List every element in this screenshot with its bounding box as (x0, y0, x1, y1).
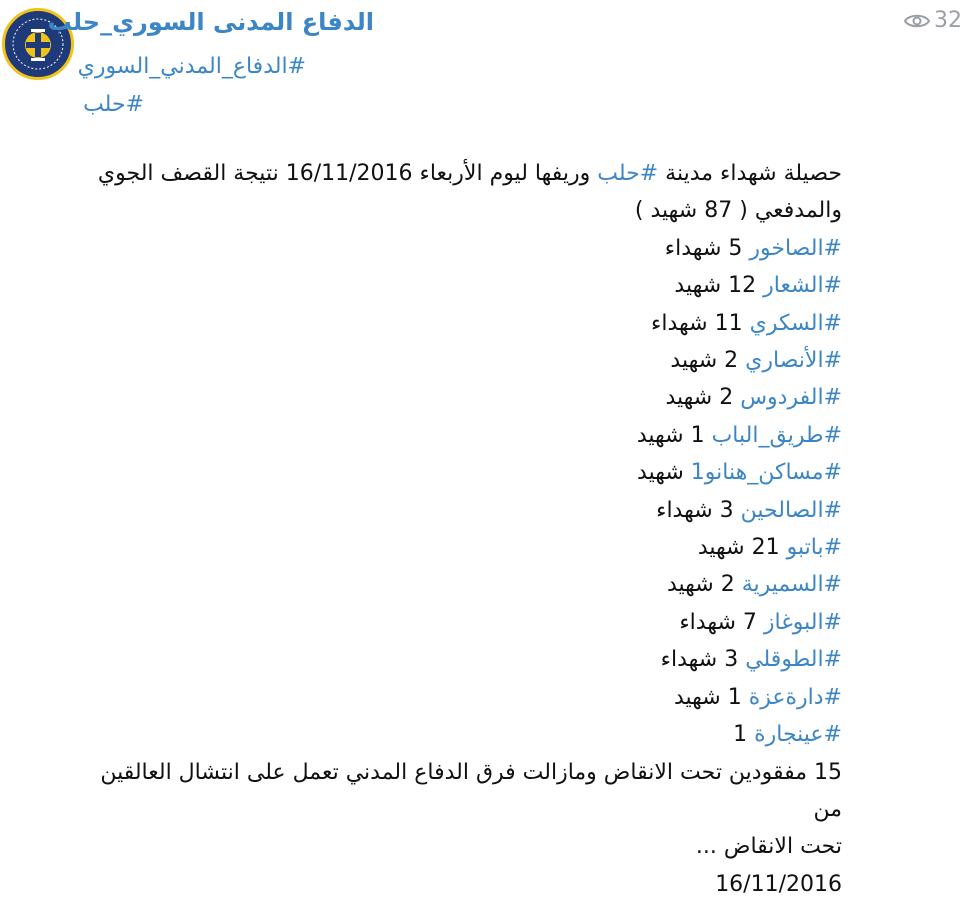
hashtag-civil-defense[interactable]: #الدفاع_المدني_السوري (77, 54, 306, 79)
list-item: #الطوقلي 3 شهداء (660, 647, 842, 673)
closing-line-1: 15 مفقودين تحت الانقاض ومازالت فرق الدفاع المدني تعمل على انتشال العالقين من (100, 759, 842, 822)
intro-line-2: والمدفعي ( 87 شهيد ) (634, 198, 842, 224)
eye-icon (904, 12, 930, 30)
post-body (82, 155, 842, 903)
hashtag-neighborhood[interactable]: #السكري (749, 310, 842, 336)
hashtag-neighborhood[interactable]: #الطوقلي (745, 647, 842, 673)
closing-line-2: تحت الانقاض ... (695, 834, 842, 860)
list-item: #الفردوس 2 شهيد (665, 385, 842, 411)
hashtag-neighborhood[interactable]: #السميرية (741, 572, 842, 598)
hashtag-aleppo-inline[interactable]: #حلب (597, 161, 659, 186)
post-date: 16/11/2016 (715, 871, 842, 897)
intro-line-1: حصيلة شهداء مدينة #حلب وريفها ليوم الأربعاء 16/11/2016 نتيجة القصف الجوي (97, 161, 842, 186)
list-item: #البوغاز 7 شهداء (679, 609, 842, 635)
hashtag-neighborhood[interactable]: #طريق_الباب (711, 422, 842, 448)
list-item: #مساكن_هنانو1 شهيد (637, 460, 842, 486)
list-item: #باتبو 21 شهيد (697, 535, 842, 561)
list-item: #الشعار 12 شهيد (674, 273, 842, 299)
list-item: #الصاخور 5 شهداء (664, 235, 842, 261)
hashtag-neighborhood[interactable]: #الشعار (763, 273, 842, 299)
view-count-value: 32 (934, 8, 962, 33)
hashtag-neighborhood[interactable]: #دارةعزة (748, 684, 842, 710)
list-item: #دارةعزة 1 شهيد (673, 684, 842, 710)
view-count (904, 8, 962, 33)
hashtag-aleppo[interactable]: #حلب (83, 92, 144, 117)
hashtag-neighborhood[interactable]: #الفردوس (740, 385, 842, 411)
list-item: #طريق_الباب 1 شهيد (636, 422, 842, 448)
hashtag-neighborhood[interactable]: #باتبو (786, 535, 842, 561)
list-item: #الصالحين 3 شهداء (656, 497, 842, 523)
list-item: #الأنصاري 2 شهيد (670, 348, 842, 374)
hashtag-neighborhood[interactable]: #عينجارة (754, 722, 842, 748)
hashtag-neighborhood[interactable]: #الصاخور (749, 235, 842, 261)
list-item: #عينجارة 1 (733, 722, 842, 748)
hashtag-neighborhood[interactable]: #البوغاز (763, 609, 842, 635)
list-item: #السميرية 2 شهيد (666, 572, 842, 598)
hashtag-neighborhood[interactable]: #الأنصاري (745, 348, 842, 374)
channel-title[interactable]: الدفاع المدنى السوري_حلب (47, 8, 374, 36)
list-item: #السكري 11 شهداء (651, 310, 842, 336)
hashtag-neighborhood[interactable]: #الصالحين (740, 497, 842, 523)
hashtag-neighborhood[interactable]: #مساكن_هنانو1 (690, 460, 842, 486)
